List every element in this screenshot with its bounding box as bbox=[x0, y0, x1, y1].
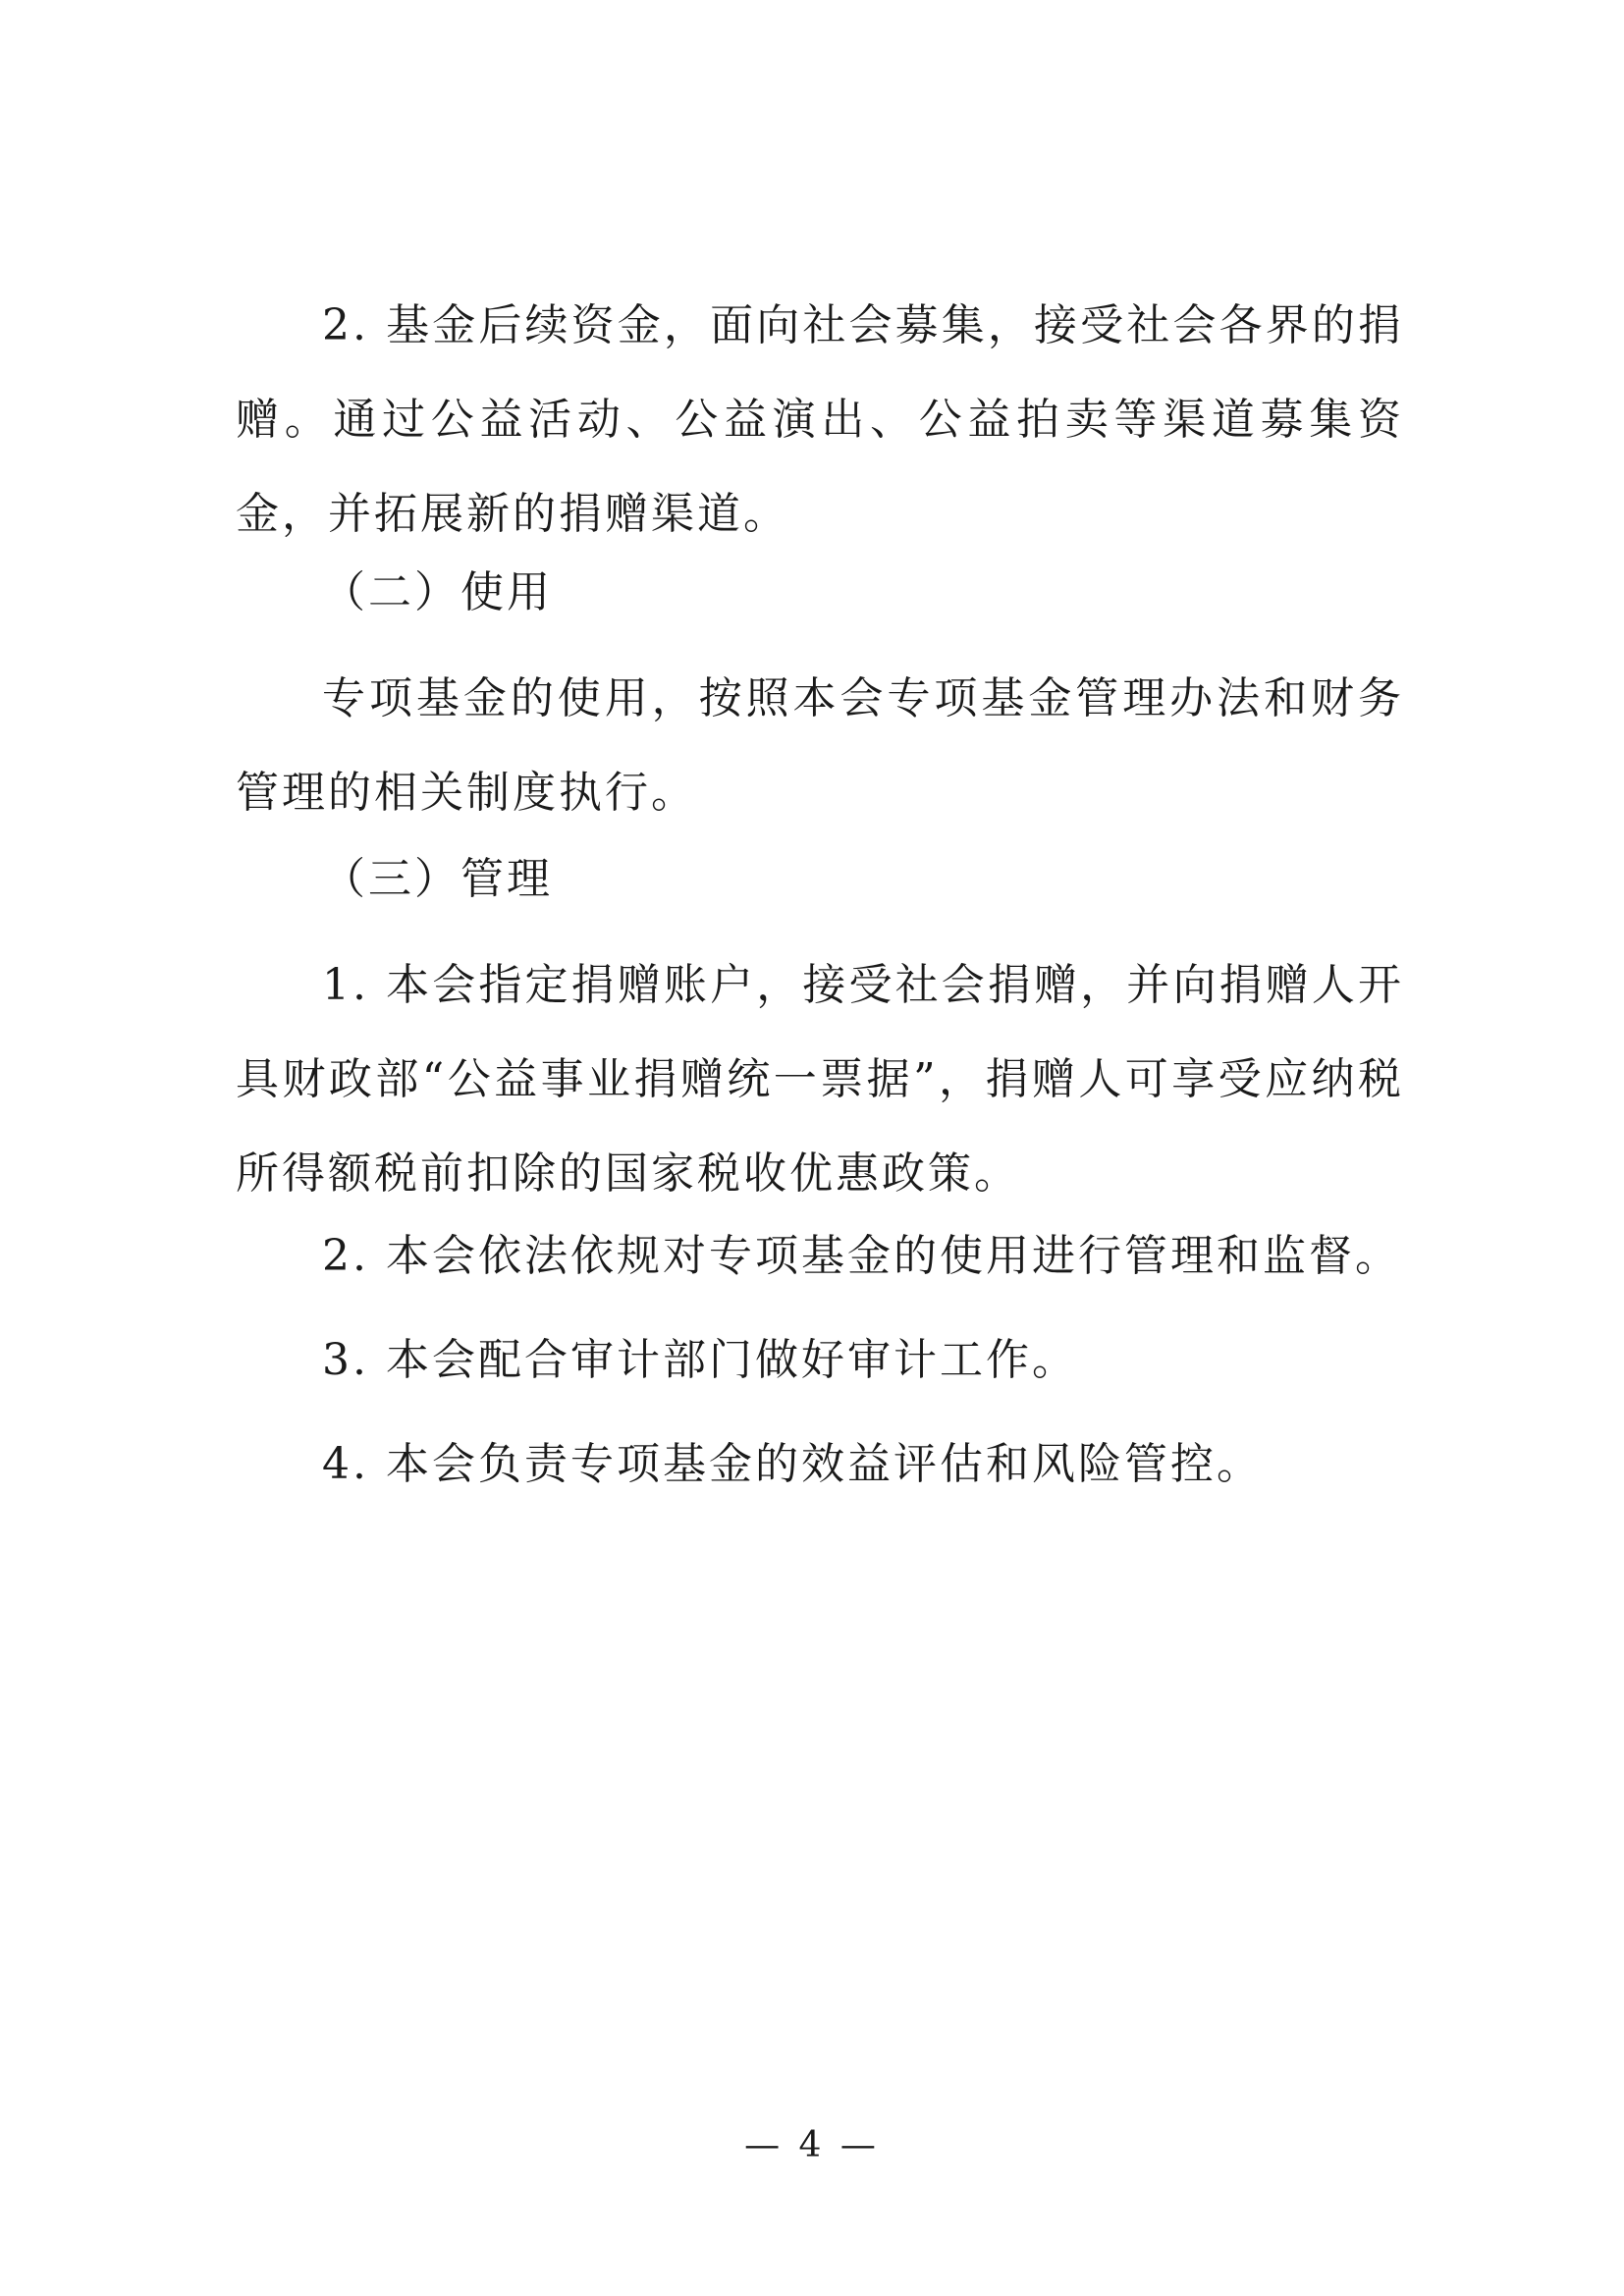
paragraph-audit: 3. 本会配合审计部门做好审计工作。 bbox=[322, 1335, 1078, 1385]
paragraph-fund-usage: 专项基金的使用，按照本会专项基金管理办法和财务管理的相关制度执行。 bbox=[236, 673, 1404, 818]
section-heading-management: （三）管理 bbox=[322, 854, 553, 904]
paragraph-risk-control: 4. 本会负责专项基金的效益评估和风险管控。 bbox=[322, 1439, 1263, 1489]
paragraph-donation-account: 1. 本会指定捐赠账户，接受社会捐赠，并向捐赠人开具财政部“公益事业捐赠统一票据”，捐赠人可享受应纳税所得额税前扣除的国家税收优惠政策。 bbox=[236, 960, 1404, 1199]
paragraph-fund-raising: 2. 基金后续资金，面向社会募集，接受社会各界的捐赠。通过公益活动、公益演出、公益拍卖等渠道募集资金，并拓展新的捐赠渠道。 bbox=[236, 300, 1404, 539]
section-heading-usage: （二）使用 bbox=[322, 567, 553, 617]
page-number: — 4 — bbox=[744, 2125, 880, 2165]
paragraph-supervision: 2. 本会依法依规对专项基金的使用进行管理和监督。 bbox=[322, 1231, 1401, 1281]
